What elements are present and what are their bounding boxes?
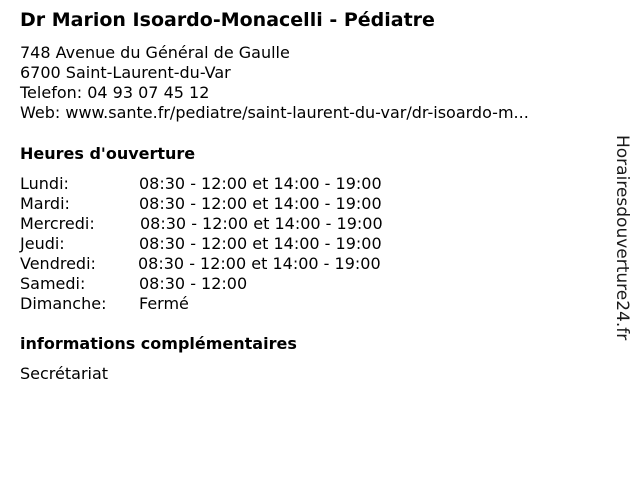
day-label: Vendredi:: [20, 254, 96, 273]
phone-number: Telefon: 04 93 07 45 12: [20, 83, 210, 102]
day-label: Jeudi:: [20, 234, 65, 253]
time-value: 08:30 - 12:00 et 14:00 - 19:00: [140, 214, 383, 233]
time-value: 08:30 - 12:00 et 14:00 - 19:00: [139, 174, 382, 193]
opening-hours-heading: Heures d'ouverture: [20, 144, 196, 163]
website-link[interactable]: Web: www.sante.fr/pediatre/saint-laurent-du-var/dr-isoardo-m...: [20, 103, 529, 122]
time-value: 08:30 - 12:00 et 14:00 - 19:00: [138, 254, 381, 273]
contact-info: [20, 43, 529, 123]
page-title: Dr Marion Isoardo-Monacelli - Pédiatre: [20, 9, 435, 31]
day-label: Samedi:: [20, 274, 86, 293]
city-address: 6700 Saint-Laurent-du-Var: [20, 63, 231, 82]
day-label: Dimanche:: [20, 294, 107, 313]
site-watermark: Horairesdouverture24.fr: [612, 135, 632, 341]
time-value: Fermé: [139, 294, 189, 313]
time-value: 08:30 - 12:00 et 14:00 - 19:00: [139, 234, 382, 253]
time-value: 08:30 - 12:00 et 14:00 - 19:00: [139, 194, 382, 213]
additional-info-heading: informations complémentaires: [20, 334, 297, 353]
additional-info-text: Secrétariat: [20, 364, 109, 383]
day-label: Mardi:: [20, 194, 70, 213]
day-label: Lundi:: [20, 174, 69, 193]
street-address: 748 Avenue du Général de Gaulle: [20, 43, 290, 62]
time-value: 08:30 - 12:00: [139, 274, 248, 293]
day-label: Mercredi:: [20, 214, 95, 233]
